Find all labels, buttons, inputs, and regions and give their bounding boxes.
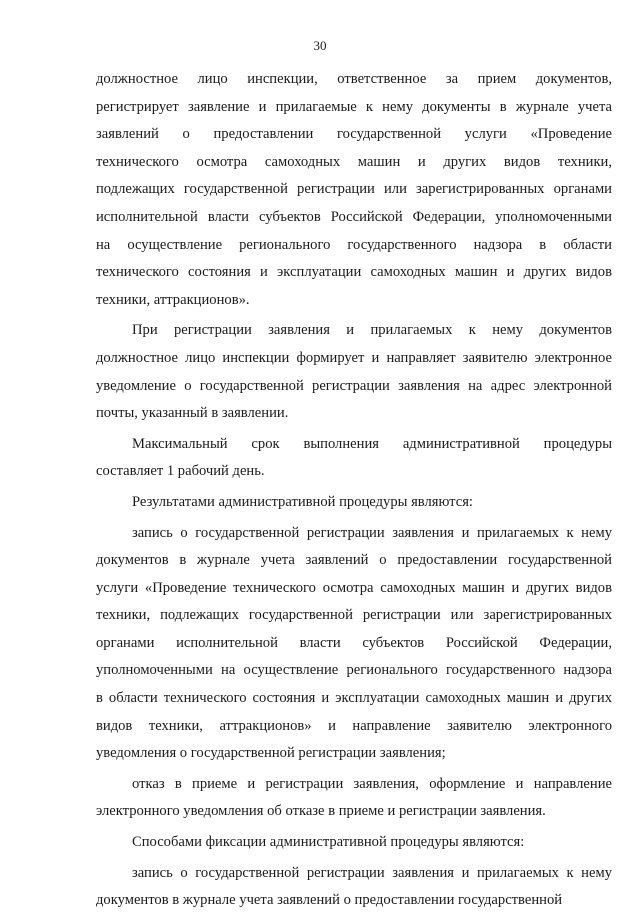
paragraph	[96, 771, 612, 826]
text-line: техники, подлежащих государственной регистрации или зарегистрированных	[96, 607, 612, 624]
text-line: услуги «Проведение технического осмотра самоходных машин и других видов	[96, 579, 612, 596]
text-line: регистрирует заявление и прилагаемые к нему документы в журнале учета	[96, 98, 612, 115]
text-line: почты, указанный в заявлении.	[96, 405, 289, 422]
text-line: исполнительной власти субъектов Российской Федерации, уполномоченными	[96, 208, 612, 225]
text-line: документов в журнале учета заявлений о предоставлении государственной	[96, 892, 563, 909]
text-line: электронного уведомления об отказе в приеме и регистрации заявления.	[96, 803, 546, 820]
text-line: Результатами административной процедуры являются:	[132, 493, 473, 510]
text-line: органами исполнительной власти субъектов Российской Федерации,	[96, 634, 612, 651]
paragraph	[96, 489, 612, 517]
text-line: подлежащих государственной регистрации или зарегистрированных органами	[96, 181, 612, 198]
text-line: видов техники, аттракционов» и направление заявителю электронного	[96, 717, 612, 734]
text-line: уведомление о государственной регистрации заявления на адрес электронной	[96, 377, 612, 394]
paragraph	[96, 317, 612, 427]
text-line: должностное лицо инспекции, ответственное за прием документов,	[96, 71, 612, 87]
text-line: При регистрации заявления и прилагаемых к нему документов	[132, 322, 612, 339]
text-line: заявлений о предоставлении государственной услуги «Проведение	[96, 126, 612, 143]
paragraph	[96, 829, 612, 857]
text-line: уполномоченными на осуществление регионального государственного надзора	[96, 662, 612, 679]
text-line: документов в журнале учета заявлений о предоставлении государственной	[96, 552, 612, 569]
text-line: техники, аттракционов».	[96, 291, 250, 308]
text-line: Способами фиксации административной процедуры являются:	[132, 834, 525, 851]
text-line: должностное лицо инспекции формирует и направляет заявителю электронное	[96, 349, 612, 366]
text-line: отказ в приеме и регистрации заявления, оформление и направление	[132, 775, 612, 792]
text-line: технического состояния и эксплуатации самоходных машин и других видов	[96, 264, 612, 281]
paragraph	[96, 431, 612, 486]
paragraph	[96, 520, 612, 768]
page-number: 30	[313, 38, 327, 53]
text-line: технического осмотра самоходных машин и других видов техники,	[96, 153, 612, 170]
text-line: уведомления о государственной регистрации заявления;	[96, 745, 446, 762]
paragraph	[96, 66, 612, 314]
text-line: составляет 1 рабочий день.	[96, 463, 265, 480]
text-line: Максимальный срок выполнения административной процедуры	[132, 435, 612, 452]
text-line: в области технического состояния и эксплуатации самоходных машин и других	[96, 690, 612, 707]
text-line: запись о государственной регистрации заявления и прилагаемых к нему	[132, 524, 612, 541]
text-line: на осуществление регионального государственного надзора в области	[96, 236, 612, 253]
paragraph	[96, 860, 612, 915]
document-body	[96, 66, 612, 915]
text-line: запись о государственной регистрации заявления и прилагаемых к нему	[132, 864, 612, 881]
